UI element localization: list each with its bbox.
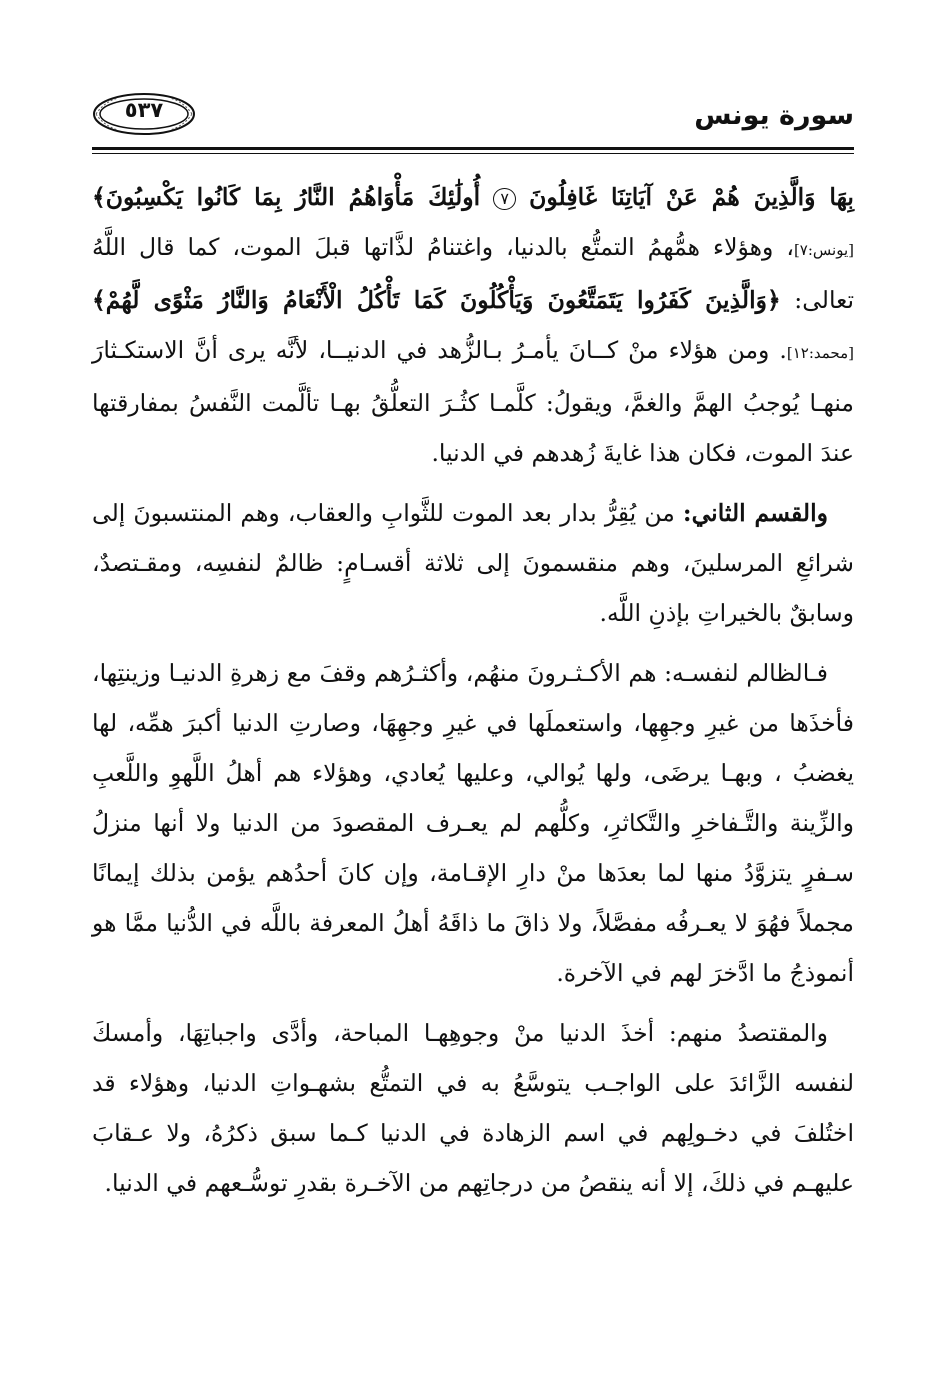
header-rule-thick (92, 147, 854, 150)
quran-verse: بِهَا وَالَّذِينَ هُمْ عَنْ آيَاتِنَا غَافِلُونَ (529, 183, 854, 211)
header-rule-thin (92, 153, 854, 154)
surah-title: سورة يونس (694, 100, 854, 131)
body-text: من يُقِرُّ بدار بعد الموت للثَّوابِ والعقاب، وهم المنتسبونَ إلى شرائعِ المرسلينَ، وهم منقسمونَ إلى ثلاثة أقسـامٍ: ظالمٌ لنفسِه، ومقـتصدٌ، وسابقٌ بالخيراتِ بإذنِ اللَّه. (92, 499, 854, 627)
paragraph-4: والمقتصدُ منهم: أخذَ الدنيا منْ وجوهِهـا المباحة، وأدَّى واجباتِهَا، وأمسكَ لنفسه الزَّائدَ على الواجـب يتوسَّعُ به في التمتُّع بشهـواتِ الدنيا، وهؤلاء قد اختُلفَ في دخـولِهم في اسم الزهادة في الدنيا كـما سبق ذكرُهُ، ولا عـقابَ عليهـم في ذلكَ، إلا أنه ينقصُ من درجاتِهم من الآخـرة بقدرِ توسُّـعهم في الدنيا. (92, 1019, 854, 1197)
section-lead: والقسم الثاني: (682, 499, 828, 527)
quran-verse: ﴿وَالَّذِينَ كَفَرُوا يَتَمَتَّعُونَ وَيَأْكُلُونَ كَمَا تَأْكُلُ الْأَنْعَامُ وَالنَّارُ مَثْوًى لَّهُمْ﴾ (92, 286, 781, 314)
verse-reference: [يونس:٧] (793, 241, 854, 259)
body-text: ، وهؤلاء همُّهمُ التمتُّع بالدنيا، واغتنامُ لذَّاتها قبلَ الموت، كما قال اللَّهُ تعالى: (92, 233, 854, 314)
page-number-badge (92, 92, 196, 136)
quran-verse: أُولَٰئِكَ مَأْوَاهُمُ النَّارُ بِمَا كَانُوا يَكْسِبُونَ﴾ (92, 183, 481, 211)
body-text: . ومن هؤلاء منْ كــانَ يأمـرُ بـالزُّهد في الدنيــا، لأنَّه يرى أنَّ الاستكـثارَ منهـا يُوجبُ الهمَّ والغمَّ، ويقولُ: كلَّمـا كثُـرَ التعلُّقُ بهـا تألَّمت النَّفسُ بمفارقتها عندَ الموت، فكان هذا غايةَ زُهدهم في الدنيا. (92, 336, 854, 467)
paragraph-1 (92, 172, 854, 478)
page-header (92, 88, 854, 148)
paragraph-2 (92, 488, 854, 638)
ayah-number: ٧ (493, 188, 516, 210)
page-body (92, 172, 854, 1218)
page-number: ٥٣٧ (124, 98, 164, 122)
paragraph-3: فـالظالم لنفسـه: هم الأكـثـرونَ منهُم، وأكثـرُهم وقفَ مع زهرةِ الدنيـا وزينتِها، فأخذَها من غيرِ وجهِها، واستعملَها في غيرِ وجهِهَا، وصارتِ الدنيا أكبرَ همِّه، لها يغضبُ ، وبهـا يرضَى، ولها يُوالي، وعليها يُعادي، وهؤلاء هم أهلُ اللَّهوِ واللَّعبِ والزِّينة والتَّـفاخرِ والتَّكاثرِ، وكلُّهم لم يعـرف المقصودَ من الدنيا ولا أنها منزلُ سـفرٍ يتزوَّدُ منها لما بعدَها منْ دارِ الإقـامة، وإن كانَ أحدُهم يؤمن بذلك إيمانًا مجملاً فهُوَ لا يعـرفُه مفصَّلاً، ولا ذاقَ ما ذاقَهُ أهلُ المعرفة باللَّه في الدُّنيا ممَّا هو أنموذجُ ما ادَّخرَ لهم في الآخرة. (92, 659, 854, 987)
verse-reference: [محمد:١٢] (786, 344, 854, 362)
